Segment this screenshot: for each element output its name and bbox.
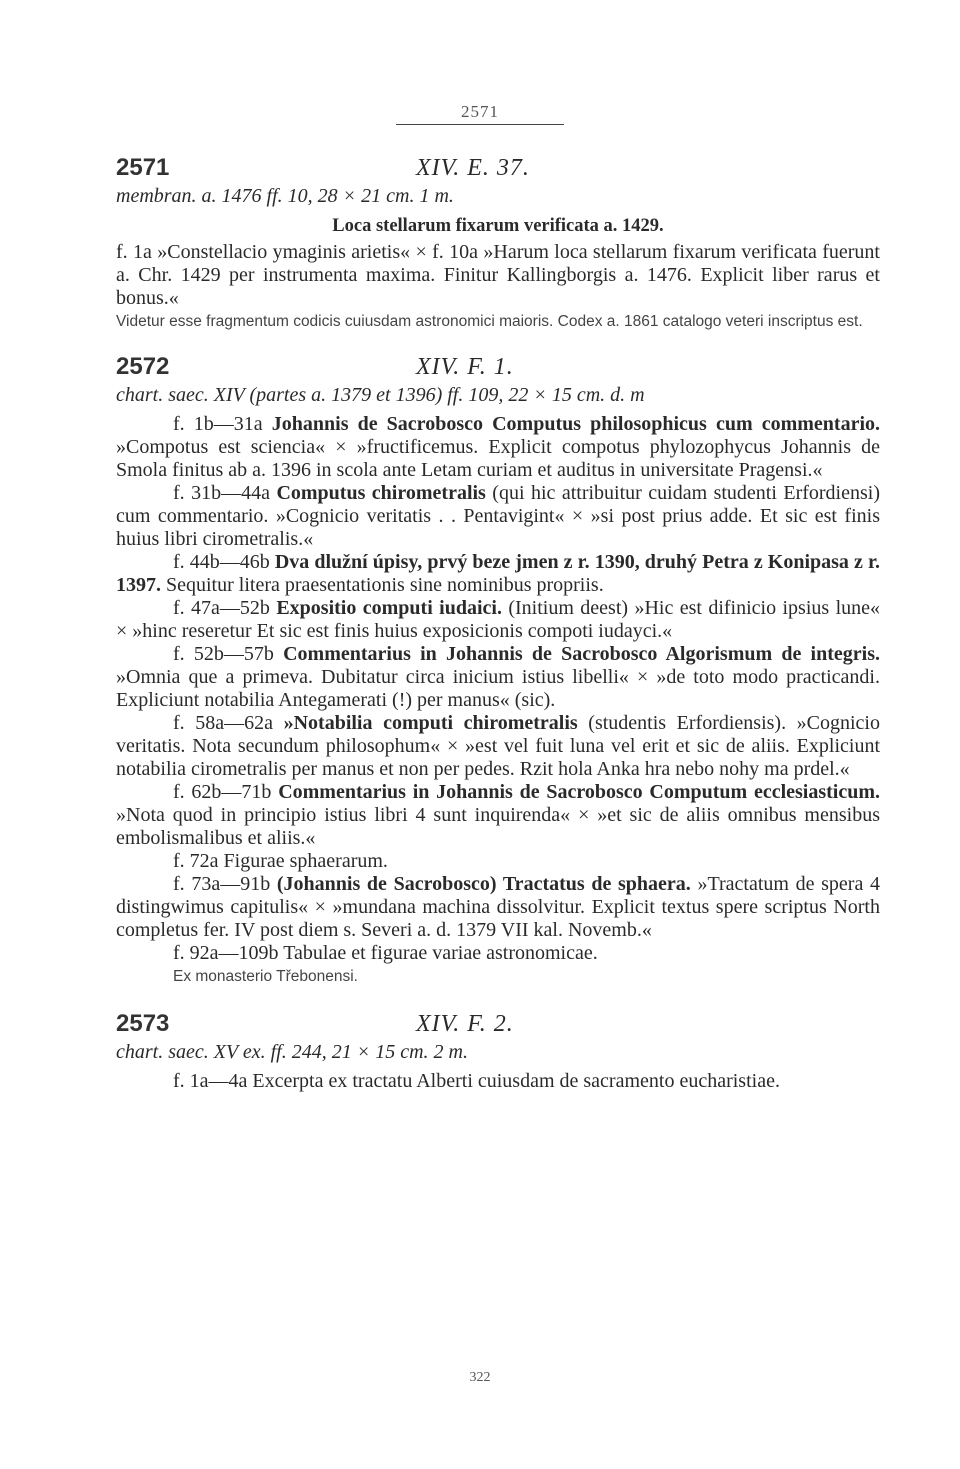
entry-title: Loca stellarum fixarum verificata a. 1429. — [332, 216, 664, 236]
running-head — [0, 102, 960, 125]
running-head-rule — [396, 124, 564, 125]
physical-description: chart. saec. XV ex. ff. 244, 21 × 15 cm. 2 m. — [116, 1041, 468, 1063]
folio-range: f. 1a—4a — [173, 1070, 248, 1092]
content-text: Sequitur litera praesentationis sine nominibus propriis. — [166, 574, 604, 596]
entry-note: Ex monasterio Třebonensi. — [173, 968, 358, 985]
work-title: Johannis de Sacrobosco Computus philosophicus cum commentario. — [271, 413, 881, 435]
catalog-entry — [116, 1010, 880, 1093]
content-item — [116, 643, 880, 712]
content-item — [116, 850, 880, 873]
entry-body: f. 1a »Constellacio ymaginis arietis« × f. 10a »Harum loca stellarum fixarum verificata fuerunt a. Chr. 1429 per instrumenta maxima. Finitur Kallingborgis a. 1476. Explicit liber rarus et bonus.« — [116, 241, 880, 309]
folio-range: f. 52b—57b — [173, 643, 274, 665]
content-text: Tabulae et figurae variae astronomicae. — [283, 942, 598, 964]
catalog-entry — [116, 353, 880, 988]
work-title: »Notabilia computi chirometralis — [283, 712, 578, 734]
content-text: Figurae sphaerarum. — [223, 850, 388, 872]
physical-description: membran. a. 1476 ff. 10, 28 × 21 cm. 1 m. — [116, 185, 454, 207]
folio-range: f. 62b—71b — [173, 781, 272, 803]
shelf-mark: XIV. F. 1. — [416, 354, 514, 380]
entry-number: 2571 — [116, 154, 170, 181]
folio-range: f. 58a—62a — [173, 712, 273, 734]
content-text: (Initium deest) »Hic est difinicio ipsius lune« × »hinc reseretur Et sic est finis huius exposicionis compoti iudayci.« — [116, 597, 881, 642]
physical-description: chart. saec. XIV (partes a. 1379 et 1396) ff. 109, 22 × 15 cm. d. m — [116, 384, 645, 406]
folio-range: f. 47a—52b — [173, 597, 270, 619]
catalog-entry — [116, 154, 880, 333]
content-text: »Omnia que a primeva. Dubitatur circa inicium istius libelli« × »de toto modo practicandi. Expliciunt notabilia Antegamerati (!) per manus« (sic). — [116, 666, 880, 711]
content-text: (studentis Erfordiensis). »Cognicio veritatis. Nota secundum philosophum« × »est vel fuit luna vel erit et sic de aliis. Expliciunt notabilia cirometralis per manus et non per pedes. Rzit hola Anka hra nebo nohy ma prdel.« — [116, 712, 880, 780]
content-text: (qui hic attribuitur cuidam studenti Erfordiensi) cum commentario. »Cognicio veritatis . . Pentavigint« × »si post prius adde. Et sic est finis huius libri cirometralis.« — [116, 482, 880, 550]
content-item — [116, 597, 880, 643]
folio-range: f. 44b—46b — [173, 551, 270, 573]
content-item — [116, 712, 880, 781]
entry-number: 2572 — [116, 353, 170, 380]
entry-note: Videtur esse fragmentum codicis cuiusdam astronomici maioris. Codex a. 1861 catalogo veteri inscriptus est. — [116, 313, 863, 330]
content-item — [116, 781, 880, 850]
work-title: Expositio computi iudaici. — [276, 597, 502, 619]
entry-header — [116, 154, 880, 182]
work-title: Computus chirometralis — [276, 482, 486, 504]
content-text: »Compotus est sciencia« × »fructificemus. Explicit compotus phylozophycus Johannis de Smola finitus ab a. 1396 in scola ante Letam curiam et auditus in universitate Pragensi.« — [116, 436, 880, 481]
content-item — [116, 1070, 880, 1093]
content-item — [116, 413, 880, 482]
folio-range: f. 1b—31a — [173, 413, 263, 435]
content-item — [116, 482, 880, 551]
entry-header — [116, 353, 880, 381]
content-text: »Tractatum de spera 4 distingwimus capitulis« × »mundana machina dissolvitur. Explicit textus spere scriptus North completus fer. IV post diem s. Severi a. d. 1379 VII kal. Novemb.« — [116, 873, 880, 941]
folio-range: f. 92a—109b — [173, 942, 279, 964]
entry-header — [116, 1010, 880, 1038]
content-text: »Nota quod in principio istius libri 4 sunt inquirenda« × »et sic de aliis omnibus mensibus embolismalibus et aliis.« — [116, 804, 880, 849]
running-head-number: 2571 — [461, 102, 499, 121]
folio-range: f. 72a — [173, 850, 219, 872]
work-title: Commentarius in Johannis de Sacrobosco Algorismum de integris. — [283, 643, 880, 665]
folio-range: f. 31b—44a — [173, 482, 270, 504]
work-title: Dva dlužní úpisy, prvý beze jmen z r. 1390, druhý Petra z Konipasa z r. 1397. — [116, 551, 880, 596]
shelf-mark: XIV. F. 2. — [416, 1011, 514, 1037]
catalog-page — [116, 140, 880, 1093]
content-item — [116, 551, 880, 597]
content-item — [116, 873, 880, 942]
folio-range: f. 73a—91b — [173, 873, 271, 895]
entry-number: 2573 — [116, 1010, 170, 1037]
page-number: 322 — [469, 1370, 491, 1385]
content-item — [116, 942, 880, 965]
work-title: Commentarius in Johannis de Sacrobosco Computum ecclesiasticum. — [278, 781, 881, 803]
work-title: (Johannis de Sacrobosco) Tractatus de sphaera. — [276, 873, 691, 895]
content-text: Excerpta ex tractatu Alberti cuiusdam de sacramento eucharistiae. — [252, 1070, 780, 1092]
shelf-mark: XIV. E. 37. — [416, 155, 530, 181]
